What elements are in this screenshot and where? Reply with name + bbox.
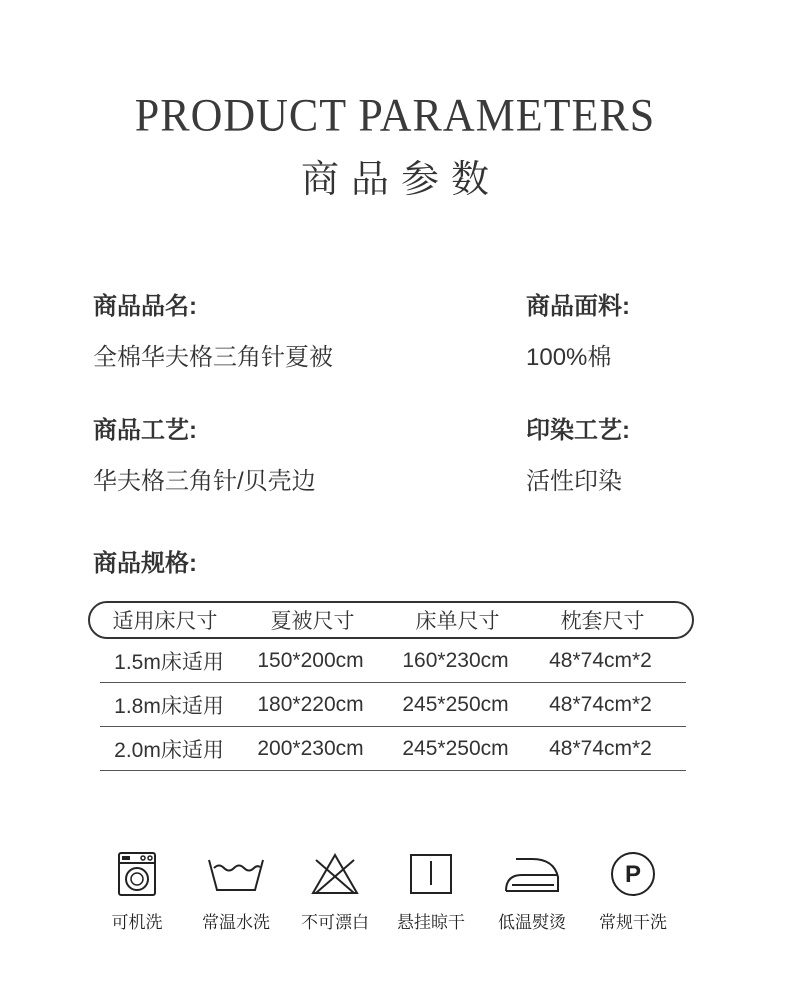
- param-label: 商品规格:: [93, 550, 197, 577]
- param-product-name: [93, 286, 333, 372]
- page-title-cn: 商品参数: [300, 157, 501, 201]
- table-cell: 180*220cm: [257, 692, 364, 716]
- param-craft: [93, 410, 316, 496]
- param-value: 100%棉: [526, 344, 612, 371]
- header-cell: 枕套尺寸: [560, 610, 645, 633]
- table-cell: 160*230cm: [402, 648, 509, 672]
- param-printing: [526, 410, 630, 496]
- param-label: 商品工艺:: [93, 417, 197, 444]
- care-label: 常规干洗: [599, 913, 667, 932]
- table-cell: 1.8m床适用: [114, 694, 224, 718]
- dry-clean-p-icon: [573, 850, 693, 898]
- care-label: 常温水洗: [202, 913, 270, 932]
- table-cell: 245*250cm: [402, 736, 509, 760]
- svg-text:P: P: [624, 861, 642, 888]
- table-cell: 48*74cm*2: [549, 692, 652, 716]
- care-label: 可机洗: [111, 913, 163, 932]
- care-label: 不可漂白: [301, 913, 369, 932]
- table-cell: 1.5m床适用: [114, 650, 224, 674]
- param-value: 华夫格三角针/贝壳边: [93, 468, 316, 495]
- table-cell: 2.0m床适用: [114, 738, 224, 762]
- spec-table-header: [88, 601, 694, 639]
- table-cell: 48*74cm*2: [549, 736, 652, 760]
- param-label: 商品品名:: [93, 293, 197, 320]
- param-label: 印染工艺:: [526, 417, 630, 444]
- table-cell: 245*250cm: [402, 692, 509, 716]
- care-label: 悬挂晾干: [397, 913, 465, 932]
- header-cell: 夏被尺寸: [270, 610, 355, 633]
- param-spec: [93, 543, 197, 578]
- table-row: [100, 639, 686, 683]
- header-cell: 适用床尺寸: [112, 610, 218, 633]
- param-value: 活性印染: [526, 468, 622, 495]
- header-cell: 床单尺寸: [415, 610, 500, 633]
- param-label: 商品面料:: [526, 293, 630, 320]
- care-dry-clean: [573, 850, 693, 933]
- table-cell: 200*230cm: [257, 736, 364, 760]
- page-title-en: PRODUCT PARAMETERS: [134, 89, 656, 142]
- table-cell: 150*200cm: [257, 648, 364, 672]
- param-fabric: [526, 286, 630, 372]
- care-label: 低温熨烫: [498, 913, 566, 932]
- spec-table: [88, 601, 694, 771]
- table-row: [100, 683, 686, 727]
- table-cell: 48*74cm*2: [549, 648, 652, 672]
- table-row: [100, 727, 686, 771]
- param-value: 全棉华夫格三角针夏被: [93, 344, 333, 371]
